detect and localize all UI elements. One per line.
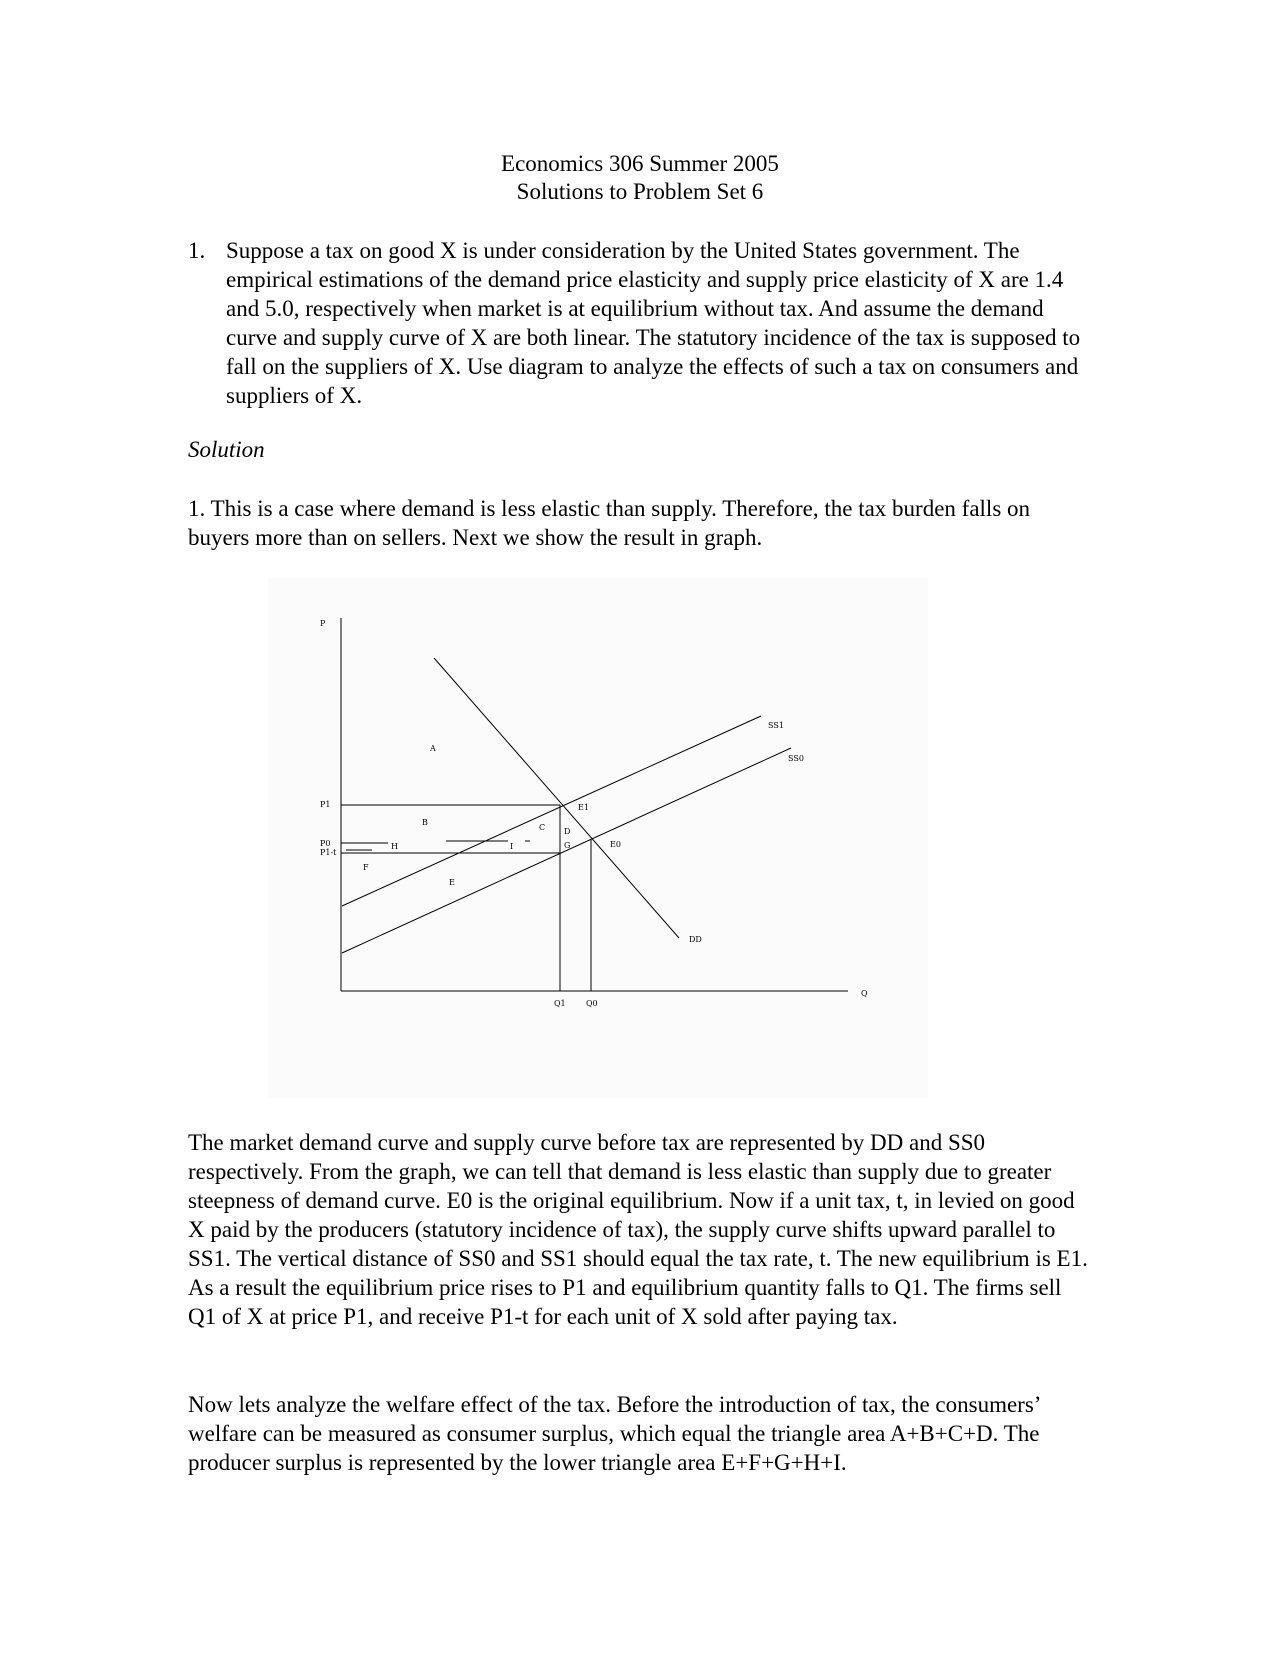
e0-label: E0 xyxy=(610,840,621,849)
document-subtitle: Solutions to Problem Set 6 xyxy=(516,179,764,204)
question-number: 1. xyxy=(188,238,206,263)
supply-curve-ss1 xyxy=(342,716,761,906)
e1-label: E1 xyxy=(578,803,589,812)
supply-curve-ss0 xyxy=(342,748,791,953)
area-a-label: A xyxy=(430,744,436,753)
tax-incidence-graph xyxy=(268,578,928,1098)
y-axis-label: P xyxy=(320,619,326,628)
welfare-paragraph: Now lets analyze the welfare effect of the tax. Before the introduction of tax, the consumers’ welfare can be measured as consumer surplus, which equal the triangle area A+B+C+D. The producer surplus is represented by the lower triangle area E+F+G+H+I. xyxy=(188,1392,1040,1475)
area-i-label: I xyxy=(510,842,514,851)
area-h-label: H xyxy=(391,842,398,851)
area-b-label: B xyxy=(422,818,428,827)
solution-intro: 1. This is a case where demand is less elastic than supply. Therefore, the tax burden falls on buyers more than on sellers. Next we show the result in graph. xyxy=(188,496,1031,550)
graph-svg xyxy=(268,578,928,1098)
demand-label: DD xyxy=(689,935,702,944)
ss1-label: SS1 xyxy=(768,721,784,730)
p0-label: P0 xyxy=(320,839,331,848)
p1-label: P1 xyxy=(320,800,331,809)
explanation-paragraph: The market demand curve and supply curve before tax are represented by DD and SS0 respectively. From the graph, we can tell that demand is less elastic than supply due to greater steepness of demand curve. E0 is the original equilibrium. Now if a unit tax, t, in levied on good X paid by the producers (statutory incidence of tax), the supply curve shifts upward parallel to SS1. The vertical distance of SS0 and SS1 should equal the tax rate, t. The new equilibrium is E1. As a result the equilibrium price rises to P1 and equilibrium quantity falls to Q1. The firms sell Q1 of X at price P1, and receive P1-t for each unit of X sold after paying tax. xyxy=(188,1130,1088,1329)
ss0-label: SS0 xyxy=(788,754,804,763)
q1-label: Q1 xyxy=(554,999,566,1008)
q0-label: Q0 xyxy=(586,999,598,1008)
x-axis-label: Q xyxy=(861,989,868,998)
area-c-label: C xyxy=(539,823,546,832)
title-block xyxy=(0,150,1280,206)
demand-curve xyxy=(434,658,679,938)
area-d-label: D xyxy=(564,827,571,836)
area-g-label: G xyxy=(564,841,571,850)
p1t-label: P1-t xyxy=(320,848,337,857)
area-e-label: E xyxy=(449,878,455,887)
question-text: Suppose a tax on good X is under consideration by the United States government. The empirical estimations of the demand price elasticity and supply price elasticity of X are 1.4 and 5.0, respectively when market is at equilibrium without tax. And assume the demand curve and supply curve of X are both linear. The statutory incidence of the tax is supposed to fall on the suppliers of X. Use diagram to analyze the effects of such a tax on consumers and suppliers of X. xyxy=(226,238,1081,408)
area-f-label: F xyxy=(363,863,369,872)
course-title: Economics 306 Summer 2005 xyxy=(501,151,779,176)
solution-heading: Solution xyxy=(188,437,265,462)
